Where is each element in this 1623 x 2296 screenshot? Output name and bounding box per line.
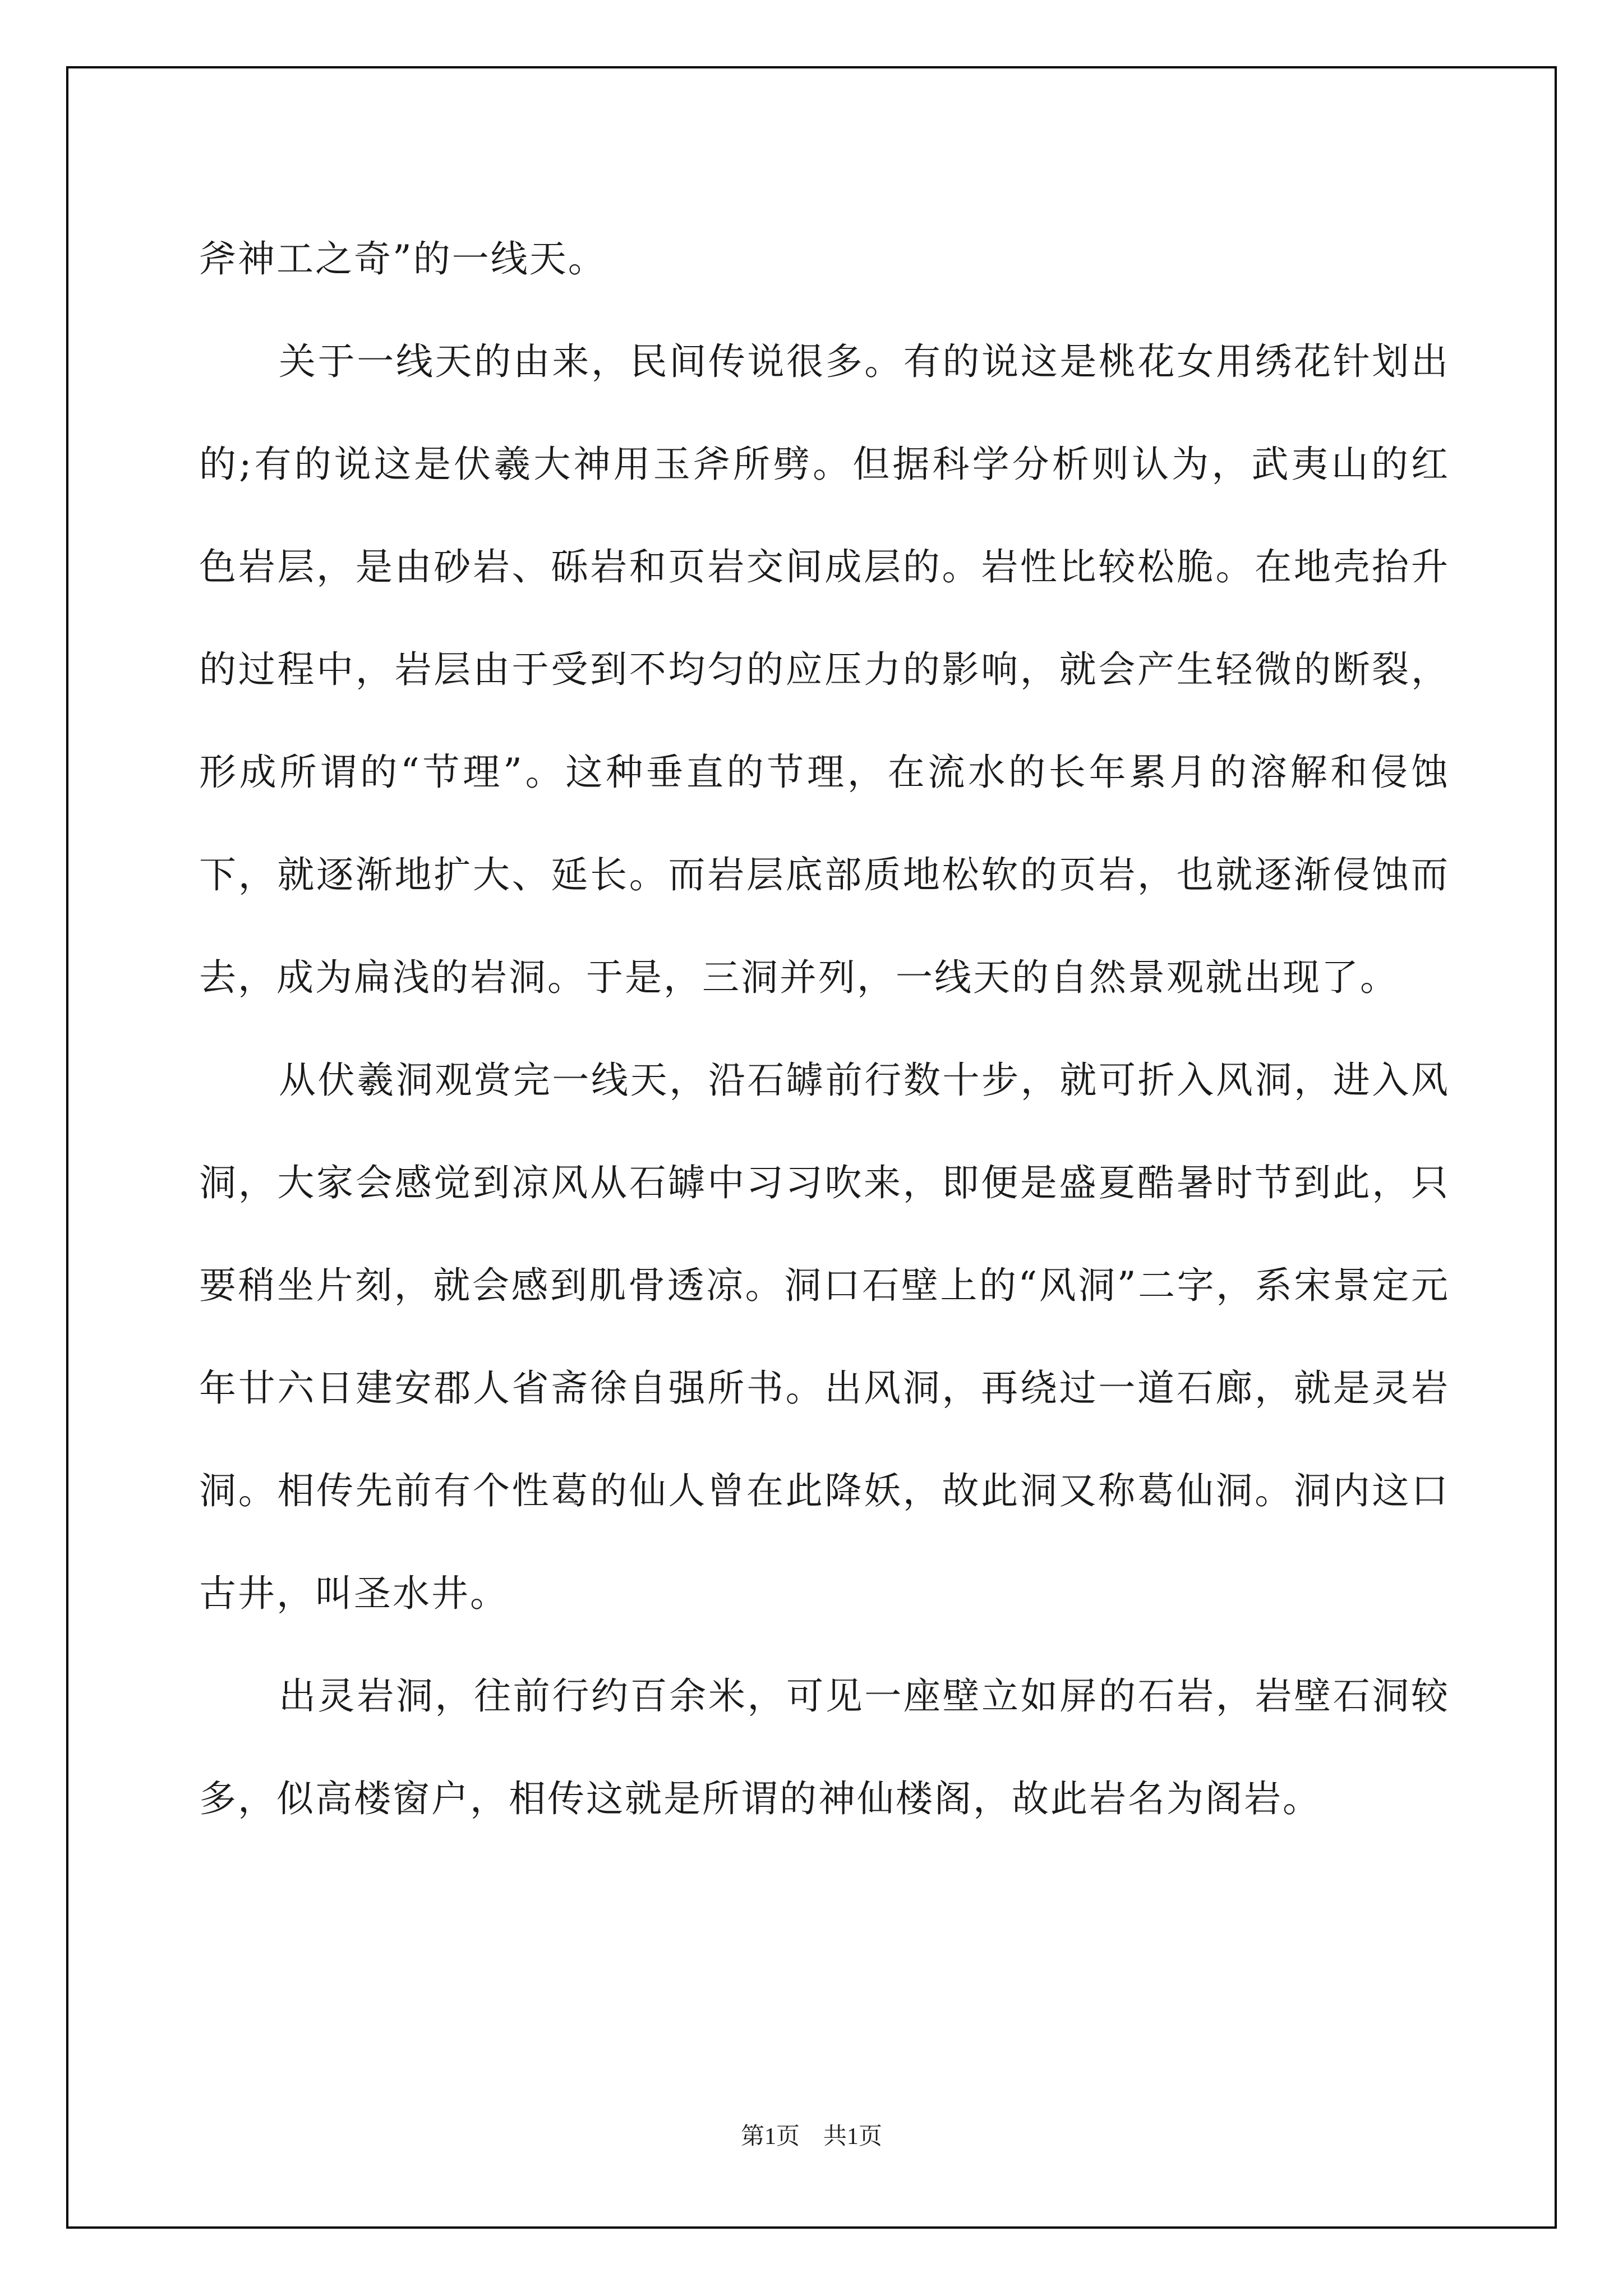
paragraph: 从伏羲洞观赏完一线天，沿石罅前行数十步，就可折入风洞，进入风洞，大家会感觉到凉风从石罅中习习吹来，即便是盛夏酷暑时节到此，只要稍坐片刻，就会感到肌骨透凉。洞口石壁上的“风洞”二字，系宋景定元年廿六日建安郡人省斋徐自强所书。出风洞，再绕过一道石廊，就是灵岩洞。相传先前有个性葛的仙人曾在此降妖，故此洞又称葛仙洞。洞内这口古井，叫圣水井。 — [199, 1059, 1450, 1615]
paragraph: 关于一线天的由来，民间传说很多。有的说这是桃花女用绣花针划出的;有的说这是伏羲大神用玉斧所劈。但据科学分析则认为，武夷山的红色岩层，是由砂岩、砾岩和页岩交间成层的。岩性比较松脆。在地壳抬升的过程中，岩层由于受到不均匀的应压力的影响，就会产生轻微的断裂，形成所谓的“节理”。这种垂直的节理，在流水的长年累月的溶解和侵蚀下，就逐渐地扩大、延长。而岩层底部质地松软的页岩，也就逐渐侵蚀而去，成为扁浅的岩洞。于是，三洞并列，一线天的自然景观就出现了。 — [199, 340, 1450, 999]
paragraph: 出灵岩洞，往前行约百余米，可见一座壁立如屏的石岩，岩壁石洞较多，似高楼窗户，相传这就是所谓的神仙楼阁，故此岩名为阁岩。 — [199, 1674, 1450, 1820]
document-body — [199, 208, 1450, 1850]
paragraph-continued: 斧神工之奇”的一线天。 — [199, 237, 607, 280]
page-footer: 第1页 共1页 — [740, 2124, 882, 2150]
